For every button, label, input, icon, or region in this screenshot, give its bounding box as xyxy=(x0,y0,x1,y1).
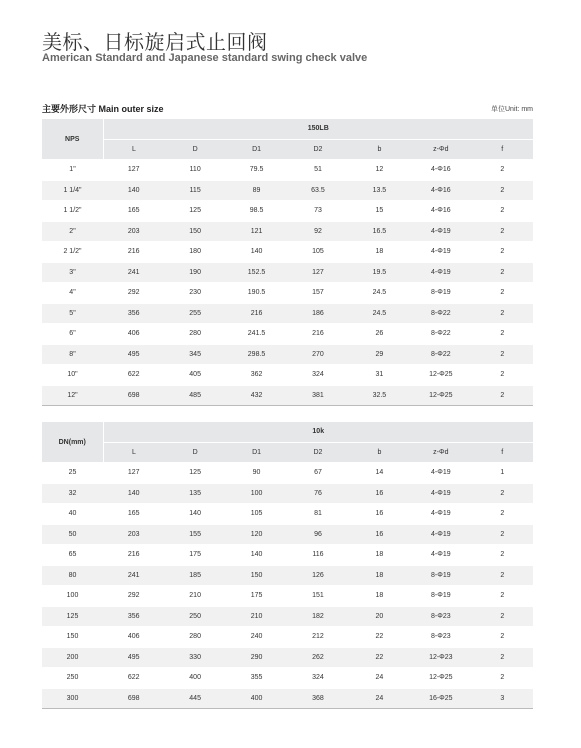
table-cell: 180 xyxy=(164,242,225,263)
row-key-cell: 125 xyxy=(42,606,103,627)
table-column-header: D xyxy=(164,442,225,463)
table-cell: 4-Φ19 xyxy=(410,524,471,545)
table-row xyxy=(42,160,533,181)
unit-label: 单位Unit: mm xyxy=(491,106,533,113)
table-cell: 362 xyxy=(226,365,287,386)
table-row xyxy=(42,606,533,627)
table-row xyxy=(42,242,533,263)
table-cell: 24.5 xyxy=(349,303,410,324)
table-cell: 105 xyxy=(226,504,287,525)
table-cell: 2 xyxy=(472,283,533,304)
table-cell: 356 xyxy=(103,606,164,627)
table-cell: 19.5 xyxy=(349,262,410,283)
table-cell: 203 xyxy=(103,524,164,545)
table-cell: 2 xyxy=(472,524,533,545)
table-cell: 12-Φ25 xyxy=(410,668,471,689)
table-cell: 4-Φ19 xyxy=(410,545,471,566)
section-label: 主要外形尺寸 Main outer size xyxy=(42,104,164,114)
table-cell: 12 xyxy=(349,160,410,181)
table-cell: 8-Φ23 xyxy=(410,627,471,648)
table-cell: 175 xyxy=(164,545,225,566)
table-cell: 355 xyxy=(226,668,287,689)
table-cell: 216 xyxy=(103,545,164,566)
table-cell: 8-Φ19 xyxy=(410,283,471,304)
table-cell: 18 xyxy=(349,565,410,586)
table-cell: 381 xyxy=(287,385,348,406)
table-cell: 151 xyxy=(287,586,348,607)
table-cell: 150 xyxy=(226,565,287,586)
table-row xyxy=(42,262,533,283)
table-cell: 2 xyxy=(472,647,533,668)
table-cell: 4-Φ19 xyxy=(410,262,471,283)
table-cell: 2 xyxy=(472,242,533,263)
table-cell: 216 xyxy=(287,324,348,345)
table-cell: 79.5 xyxy=(226,160,287,181)
table-cell: 485 xyxy=(164,385,225,406)
table-cell: 150 xyxy=(164,221,225,242)
table-cell: 216 xyxy=(103,242,164,263)
table-cell: 203 xyxy=(103,221,164,242)
table-column-header: b xyxy=(349,139,410,160)
table-row xyxy=(42,688,533,709)
table-cell: 406 xyxy=(103,627,164,648)
row-key-cell: 1" xyxy=(42,160,103,181)
row-key-cell: 1 1/4" xyxy=(42,180,103,201)
table-column-header: L xyxy=(103,139,164,160)
table-row xyxy=(42,385,533,406)
table-cell: 127 xyxy=(103,463,164,484)
table-10k xyxy=(42,422,533,709)
table-cell: 406 xyxy=(103,324,164,345)
table-cell: 290 xyxy=(226,647,287,668)
row-key-cell: 4" xyxy=(42,283,103,304)
table-cell: 356 xyxy=(103,303,164,324)
table-cell: 92 xyxy=(287,221,348,242)
table-cell: 4-Φ19 xyxy=(410,463,471,484)
table-group-header: 10k xyxy=(103,422,533,442)
table-cell: 8-Φ22 xyxy=(410,303,471,324)
table-row xyxy=(42,483,533,504)
table-cell: 2 xyxy=(472,344,533,365)
table-cell: 330 xyxy=(164,647,225,668)
table-cell: 292 xyxy=(103,283,164,304)
table-cell: 270 xyxy=(287,344,348,365)
table-row xyxy=(42,565,533,586)
table-cell: 175 xyxy=(226,586,287,607)
table-cell: 210 xyxy=(226,606,287,627)
table-cell: 230 xyxy=(164,283,225,304)
table-cell: 63.5 xyxy=(287,180,348,201)
table-cell: 1 xyxy=(472,463,533,484)
table-cell: 140 xyxy=(103,180,164,201)
table-cell: 116 xyxy=(287,545,348,566)
table-body xyxy=(42,463,533,709)
table-cell: 280 xyxy=(164,627,225,648)
table-cell: 698 xyxy=(103,385,164,406)
table-cell: 405 xyxy=(164,365,225,386)
table-row xyxy=(42,668,533,689)
table-cell: 241.5 xyxy=(226,324,287,345)
table-cell: 16 xyxy=(349,524,410,545)
table-body xyxy=(42,160,533,406)
table-cell: 155 xyxy=(164,524,225,545)
table-cell: 22 xyxy=(349,647,410,668)
row-key-cell: 40 xyxy=(42,504,103,525)
table-cell: 2 xyxy=(472,483,533,504)
table-cell: 4-Φ19 xyxy=(410,242,471,263)
table-cell: 121 xyxy=(226,221,287,242)
table-cell: 16.5 xyxy=(349,221,410,242)
table-cell: 280 xyxy=(164,324,225,345)
table-cell: 2 xyxy=(472,221,533,242)
table-cell: 324 xyxy=(287,365,348,386)
table-cell: 190.5 xyxy=(226,283,287,304)
table-cell: 140 xyxy=(103,483,164,504)
table-cell: 4-Φ19 xyxy=(410,483,471,504)
table-cell: 26 xyxy=(349,324,410,345)
table-row xyxy=(42,324,533,345)
table-cell: 105 xyxy=(287,242,348,263)
table-cell: 2 xyxy=(472,262,533,283)
table-row xyxy=(42,283,533,304)
table-cell: 292 xyxy=(103,586,164,607)
table-cell: 4-Φ16 xyxy=(410,201,471,222)
table-cell: 96 xyxy=(287,524,348,545)
table-cell: 127 xyxy=(287,262,348,283)
table-row xyxy=(42,545,533,566)
table-cell: 12-Φ25 xyxy=(410,385,471,406)
row-key-cell: 8" xyxy=(42,344,103,365)
table-cell: 73 xyxy=(287,201,348,222)
table-row xyxy=(42,586,533,607)
table-cell: 216 xyxy=(226,303,287,324)
table-cell: 89 xyxy=(226,180,287,201)
row-key-cell: 3" xyxy=(42,262,103,283)
table-cell: 90 xyxy=(226,463,287,484)
row-key-cell: 10" xyxy=(42,365,103,386)
table-cell: 368 xyxy=(287,688,348,709)
table-cell: 345 xyxy=(164,344,225,365)
table-cell: 2 xyxy=(472,385,533,406)
table-cell: 2 xyxy=(472,565,533,586)
table-cell: 212 xyxy=(287,627,348,648)
table-cell: 31 xyxy=(349,365,410,386)
row-key-cell: 150 xyxy=(42,627,103,648)
row-key-cell: 6" xyxy=(42,324,103,345)
table-cell: 22 xyxy=(349,627,410,648)
row-key-cell: 12" xyxy=(42,385,103,406)
table-cell: 140 xyxy=(226,242,287,263)
table-cell: 16 xyxy=(349,483,410,504)
table-cell: 400 xyxy=(226,688,287,709)
table-cell: 8-Φ23 xyxy=(410,606,471,627)
table-row xyxy=(42,627,533,648)
table-cell: 185 xyxy=(164,565,225,586)
table-cell: 12-Φ23 xyxy=(410,647,471,668)
table-cell: 152.5 xyxy=(226,262,287,283)
table-row xyxy=(42,504,533,525)
table-cell: 98.5 xyxy=(226,201,287,222)
table-cell: 81 xyxy=(287,504,348,525)
table-cell: 51 xyxy=(287,160,348,181)
row-key-cell: 250 xyxy=(42,668,103,689)
table-column-header: z-Φd xyxy=(410,442,471,463)
table-cell: 182 xyxy=(287,606,348,627)
table-cell: 400 xyxy=(164,668,225,689)
table-column-header-row xyxy=(42,442,533,463)
table-group-header: 150LB xyxy=(103,119,533,139)
table-cell: 125 xyxy=(164,463,225,484)
table-cell: 18 xyxy=(349,545,410,566)
table-key-header: DN(mm) xyxy=(42,422,103,463)
table-cell: 445 xyxy=(164,688,225,709)
table-column-header: f xyxy=(472,139,533,160)
page-title: 美标、日标旋启式止回阀 xyxy=(42,30,268,54)
table-cell: 241 xyxy=(103,262,164,283)
row-key-cell: 2 1/2" xyxy=(42,242,103,263)
table-cell: 2 xyxy=(472,365,533,386)
table-cell: 18 xyxy=(349,242,410,263)
table-cell: 29 xyxy=(349,344,410,365)
table-cell: 432 xyxy=(226,385,287,406)
table-cell: 13.5 xyxy=(349,180,410,201)
table-column-header: D2 xyxy=(287,442,348,463)
table-cell: 14 xyxy=(349,463,410,484)
table-column-header: f xyxy=(472,442,533,463)
table-cell: 2 xyxy=(472,668,533,689)
page-subtitle: American Standard and Japanese standard swing check valve xyxy=(42,52,368,64)
table-cell: 2 xyxy=(472,586,533,607)
table-cell: 622 xyxy=(103,365,164,386)
table-row xyxy=(42,647,533,668)
table-cell: 140 xyxy=(226,545,287,566)
table-row xyxy=(42,303,533,324)
table-cell: 115 xyxy=(164,180,225,201)
table-cell: 262 xyxy=(287,647,348,668)
table-cell: 16-Φ25 xyxy=(410,688,471,709)
table-cell: 67 xyxy=(287,463,348,484)
table-cell: 135 xyxy=(164,483,225,504)
table-cell: 2 xyxy=(472,324,533,345)
table-column-header: L xyxy=(103,442,164,463)
table-row xyxy=(42,344,533,365)
table-cell: 20 xyxy=(349,606,410,627)
row-key-cell: 65 xyxy=(42,545,103,566)
table-cell: 8-Φ19 xyxy=(410,586,471,607)
table-cell: 2 xyxy=(472,160,533,181)
row-key-cell: 1 1/2" xyxy=(42,201,103,222)
table-cell: 18 xyxy=(349,586,410,607)
table-cell: 76 xyxy=(287,483,348,504)
table-cell: 3 xyxy=(472,688,533,709)
table-cell: 2 xyxy=(472,606,533,627)
table-cell: 495 xyxy=(103,647,164,668)
table-cell: 2 xyxy=(472,504,533,525)
table-cell: 12-Φ25 xyxy=(410,365,471,386)
table-150lb xyxy=(42,119,533,406)
table-cell: 250 xyxy=(164,606,225,627)
table-cell: 2 xyxy=(472,545,533,566)
table-cell: 127 xyxy=(103,160,164,181)
table-cell: 24.5 xyxy=(349,283,410,304)
table-cell: 16 xyxy=(349,504,410,525)
table-cell: 140 xyxy=(164,504,225,525)
row-key-cell: 100 xyxy=(42,586,103,607)
table-cell: 255 xyxy=(164,303,225,324)
table-cell: 186 xyxy=(287,303,348,324)
table-cell: 110 xyxy=(164,160,225,181)
table-cell: 698 xyxy=(103,688,164,709)
row-key-cell: 200 xyxy=(42,647,103,668)
table-cell: 4-Φ16 xyxy=(410,180,471,201)
table-column-header: D1 xyxy=(226,139,287,160)
table-cell: 165 xyxy=(103,201,164,222)
table-row xyxy=(42,524,533,545)
table-cell: 2 xyxy=(472,201,533,222)
table-cell: 240 xyxy=(226,627,287,648)
table-cell: 125 xyxy=(164,201,225,222)
table-row xyxy=(42,221,533,242)
table-cell: 4-Φ19 xyxy=(410,221,471,242)
table-column-header: z-Φd xyxy=(410,139,471,160)
table-cell: 4-Φ19 xyxy=(410,504,471,525)
row-key-cell: 50 xyxy=(42,524,103,545)
row-key-cell: 25 xyxy=(42,463,103,484)
table-row xyxy=(42,180,533,201)
table-cell: 165 xyxy=(103,504,164,525)
row-key-cell: 80 xyxy=(42,565,103,586)
table-cell: 15 xyxy=(349,201,410,222)
table-cell: 2 xyxy=(472,180,533,201)
table-key-header: NPS xyxy=(42,119,103,160)
table-cell: 24 xyxy=(349,668,410,689)
table-row xyxy=(42,463,533,484)
table-cell: 157 xyxy=(287,283,348,304)
table-row xyxy=(42,201,533,222)
table-column-header-row xyxy=(42,139,533,160)
table-cell: 120 xyxy=(226,524,287,545)
table-cell: 8-Φ22 xyxy=(410,324,471,345)
table-cell: 100 xyxy=(226,483,287,504)
row-key-cell: 32 xyxy=(42,483,103,504)
table-column-header: b xyxy=(349,442,410,463)
table-column-header: D xyxy=(164,139,225,160)
table-row xyxy=(42,365,533,386)
table-cell: 4-Φ16 xyxy=(410,160,471,181)
row-key-cell: 300 xyxy=(42,688,103,709)
table-cell: 622 xyxy=(103,668,164,689)
table-column-header: D1 xyxy=(226,442,287,463)
table-cell: 2 xyxy=(472,303,533,324)
table-cell: 210 xyxy=(164,586,225,607)
table-cell: 298.5 xyxy=(226,344,287,365)
table-cell: 24 xyxy=(349,688,410,709)
table-cell: 8-Φ19 xyxy=(410,565,471,586)
table-cell: 126 xyxy=(287,565,348,586)
table-column-header: D2 xyxy=(287,139,348,160)
table-cell: 324 xyxy=(287,668,348,689)
row-key-cell: 2" xyxy=(42,221,103,242)
table-cell: 241 xyxy=(103,565,164,586)
table-cell: 190 xyxy=(164,262,225,283)
table-cell: 2 xyxy=(472,627,533,648)
table-cell: 495 xyxy=(103,344,164,365)
row-key-cell: 5" xyxy=(42,303,103,324)
table-cell: 32.5 xyxy=(349,385,410,406)
table-cell: 8-Φ22 xyxy=(410,344,471,365)
